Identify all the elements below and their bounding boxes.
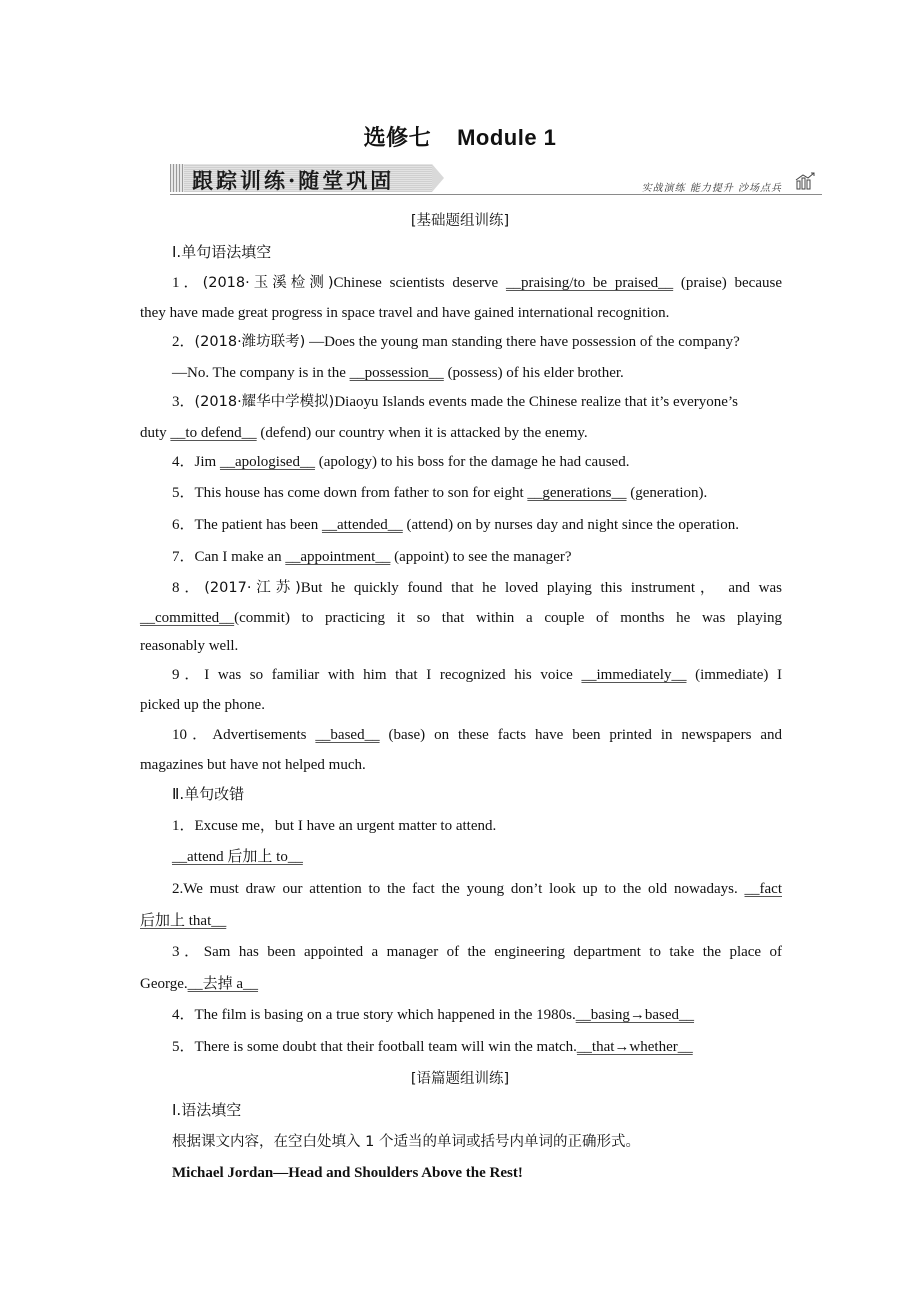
text-span: 5．: [172, 485, 195, 501]
text-span: 4．: [172, 454, 195, 470]
fill-item-2-cont: [140, 363, 814, 383]
fill-item-8: [140, 578, 782, 598]
text-span: This house has come down from father to son for eight: [194, 485, 528, 501]
text-span: 2．: [172, 334, 195, 350]
text-span: The film is basing on a true story which happened in the 1980s.: [194, 1007, 576, 1023]
correct-item-1: [140, 816, 814, 836]
text-span: (immediate) I: [686, 667, 782, 683]
correct-item-4: [140, 1005, 814, 1025]
answer-9: __immediately__: [581, 667, 687, 683]
answer-5: __generations__: [527, 485, 627, 501]
answer-1: __praising/to be praised__: [505, 275, 674, 291]
text-span: 5．: [172, 1039, 195, 1055]
text-span: 3．: [172, 944, 204, 960]
text-span: (defend) our country when it is attacked by the enemy.: [256, 425, 588, 441]
fill-item-6: [140, 515, 814, 535]
text-span: 6．: [172, 517, 195, 533]
text-span: —Does the young man standing there have possession of the company?: [305, 334, 740, 350]
fill-item-3-cont: [140, 423, 782, 443]
text-span: __attend 后加上 to__: [172, 849, 303, 865]
text-span: I was so familiar with him that I recognized his voice: [204, 667, 582, 683]
text-span: 1．: [172, 818, 195, 834]
correct-item-2: [140, 879, 782, 899]
passage-heading: Ⅰ.语法填空: [172, 1101, 242, 1119]
banner-text: 跟踪训练·随堂巩固: [192, 168, 395, 193]
text-span: Jim: [194, 454, 220, 470]
fill-item-1-cont: they have made great progress in space travel and have gained international recognition.: [140, 305, 670, 321]
text-span: —No. The company is in the: [172, 365, 350, 381]
fill-item-10-cont: magazines but have not helped much.: [140, 757, 366, 773]
text-span: __去掉 a__: [187, 976, 259, 992]
text-span: Advertisements: [212, 727, 316, 743]
correct-item-3: [140, 942, 782, 962]
fill-item-1: [140, 273, 782, 293]
title-cn: 选修七: [363, 125, 432, 150]
answer-10: __based__: [315, 727, 380, 743]
text-span: __that→whether__: [576, 1039, 693, 1055]
correct-item-3-cont: [140, 974, 782, 994]
section-label-passage: [语篇题组训练]: [410, 1071, 510, 1087]
fill-item-9-cont: picked up the phone.: [140, 697, 265, 713]
text-span: (possess) of his elder brother.: [443, 365, 624, 381]
text-span: But he quickly found that he loved playing this instrument， and was: [300, 580, 782, 596]
fill-item-7: [140, 547, 814, 567]
fill-item-8-cont: [140, 608, 782, 628]
answer-6: __attended__: [321, 517, 403, 533]
text-span: (commit) to practicing it so that within a couple of months he was playing: [234, 610, 782, 626]
text-span: We must draw our attention to the fact the young don’t look up to the old nowadays.: [183, 881, 745, 897]
text-span: 10．: [172, 727, 213, 743]
correct-item-5: [140, 1037, 814, 1057]
text-span: 4．: [172, 1007, 195, 1023]
text-span: (apology) to his boss for the damage he had caused.: [314, 454, 630, 470]
fill-item-4: [140, 452, 814, 472]
banner-slogan: 实战演练 能力提升 沙场点兵: [641, 183, 782, 194]
section-banner: [170, 163, 822, 197]
text-span: 9．: [172, 667, 205, 683]
fill-item-8-cont2: reasonably well.: [140, 638, 239, 654]
answer-8: __committed__: [140, 610, 235, 626]
text-span: __basing→based__: [575, 1007, 695, 1023]
text-span: 7．: [172, 549, 195, 565]
page-title: [0, 121, 920, 152]
fill-item-5: [140, 483, 814, 503]
text-span: (2018·耀华中学模拟): [194, 394, 335, 410]
fill-item-10: [140, 725, 782, 745]
text-span: duty: [140, 425, 171, 441]
passage-title: Michael Jordan—Head and Shoulders Above the Rest!: [172, 1165, 523, 1181]
fill-item-9: [140, 665, 782, 685]
correct-answer-1: [140, 847, 814, 867]
part1-heading: Ⅰ.单句语法填空: [172, 243, 272, 261]
text-span: Sam has been appointed a manager of the engineering department to take the place of: [203, 944, 782, 960]
part2-heading: Ⅱ.单句改错: [172, 785, 245, 803]
banner-stripes: [170, 164, 184, 192]
section-label-basic: [基础题组训练]: [410, 213, 510, 229]
text-span: 1．: [172, 275, 203, 291]
text-span: Excuse me，but I have an urgent matter to attend.: [194, 818, 497, 834]
fill-item-3: [140, 392, 814, 412]
bar-chart-icon: [794, 172, 816, 190]
banner-arrow-icon: [432, 164, 444, 192]
text-span: There is some doubt that their football team will win the match.: [194, 1039, 577, 1055]
fill-item-2: [140, 332, 814, 352]
text-span: (generation).: [626, 485, 708, 501]
text-span: 8．: [172, 580, 205, 596]
text-span: (appoint) to see the manager?: [390, 549, 572, 565]
text-span: Can I make an: [194, 549, 286, 565]
correct-answer-2: [140, 911, 782, 931]
text-span: (attend) on by nurses day and night since the operation.: [402, 517, 739, 533]
text-span: George.: [140, 976, 188, 992]
answer-2: __possession__: [349, 365, 444, 381]
text-span: Chinese scientists deserve: [333, 275, 506, 291]
passage-instruction: 根据课文内容，在空白处填入 1 个适当的单词或括号内单词的正确形式。: [172, 1134, 640, 1150]
text-span: Diaoyu Islands events made the Chinese realize that it’s everyone’s: [334, 394, 738, 410]
text-span: 2.: [172, 881, 184, 897]
answer-4: __apologised__: [219, 454, 315, 470]
text-span: (praise) because: [673, 275, 782, 291]
text-span: 3．: [172, 394, 195, 410]
text-span: (2018·潍坊联考): [194, 334, 306, 350]
text-span: The patient has been: [194, 517, 322, 533]
text-span: (base) on these facts have been printed in newspapers and: [379, 727, 782, 743]
title-en: Module 1: [457, 125, 557, 150]
answer-3: __to defend__: [170, 425, 257, 441]
text-span: 后加上 that__: [140, 913, 227, 929]
text-span: (2017·江苏): [204, 580, 301, 596]
banner-box: [170, 164, 432, 192]
banner-divider: [170, 194, 822, 195]
text-span: __fact: [744, 881, 782, 897]
text-span: (2018·玉溪检测): [202, 275, 334, 291]
answer-7: __appointment__: [285, 549, 391, 565]
